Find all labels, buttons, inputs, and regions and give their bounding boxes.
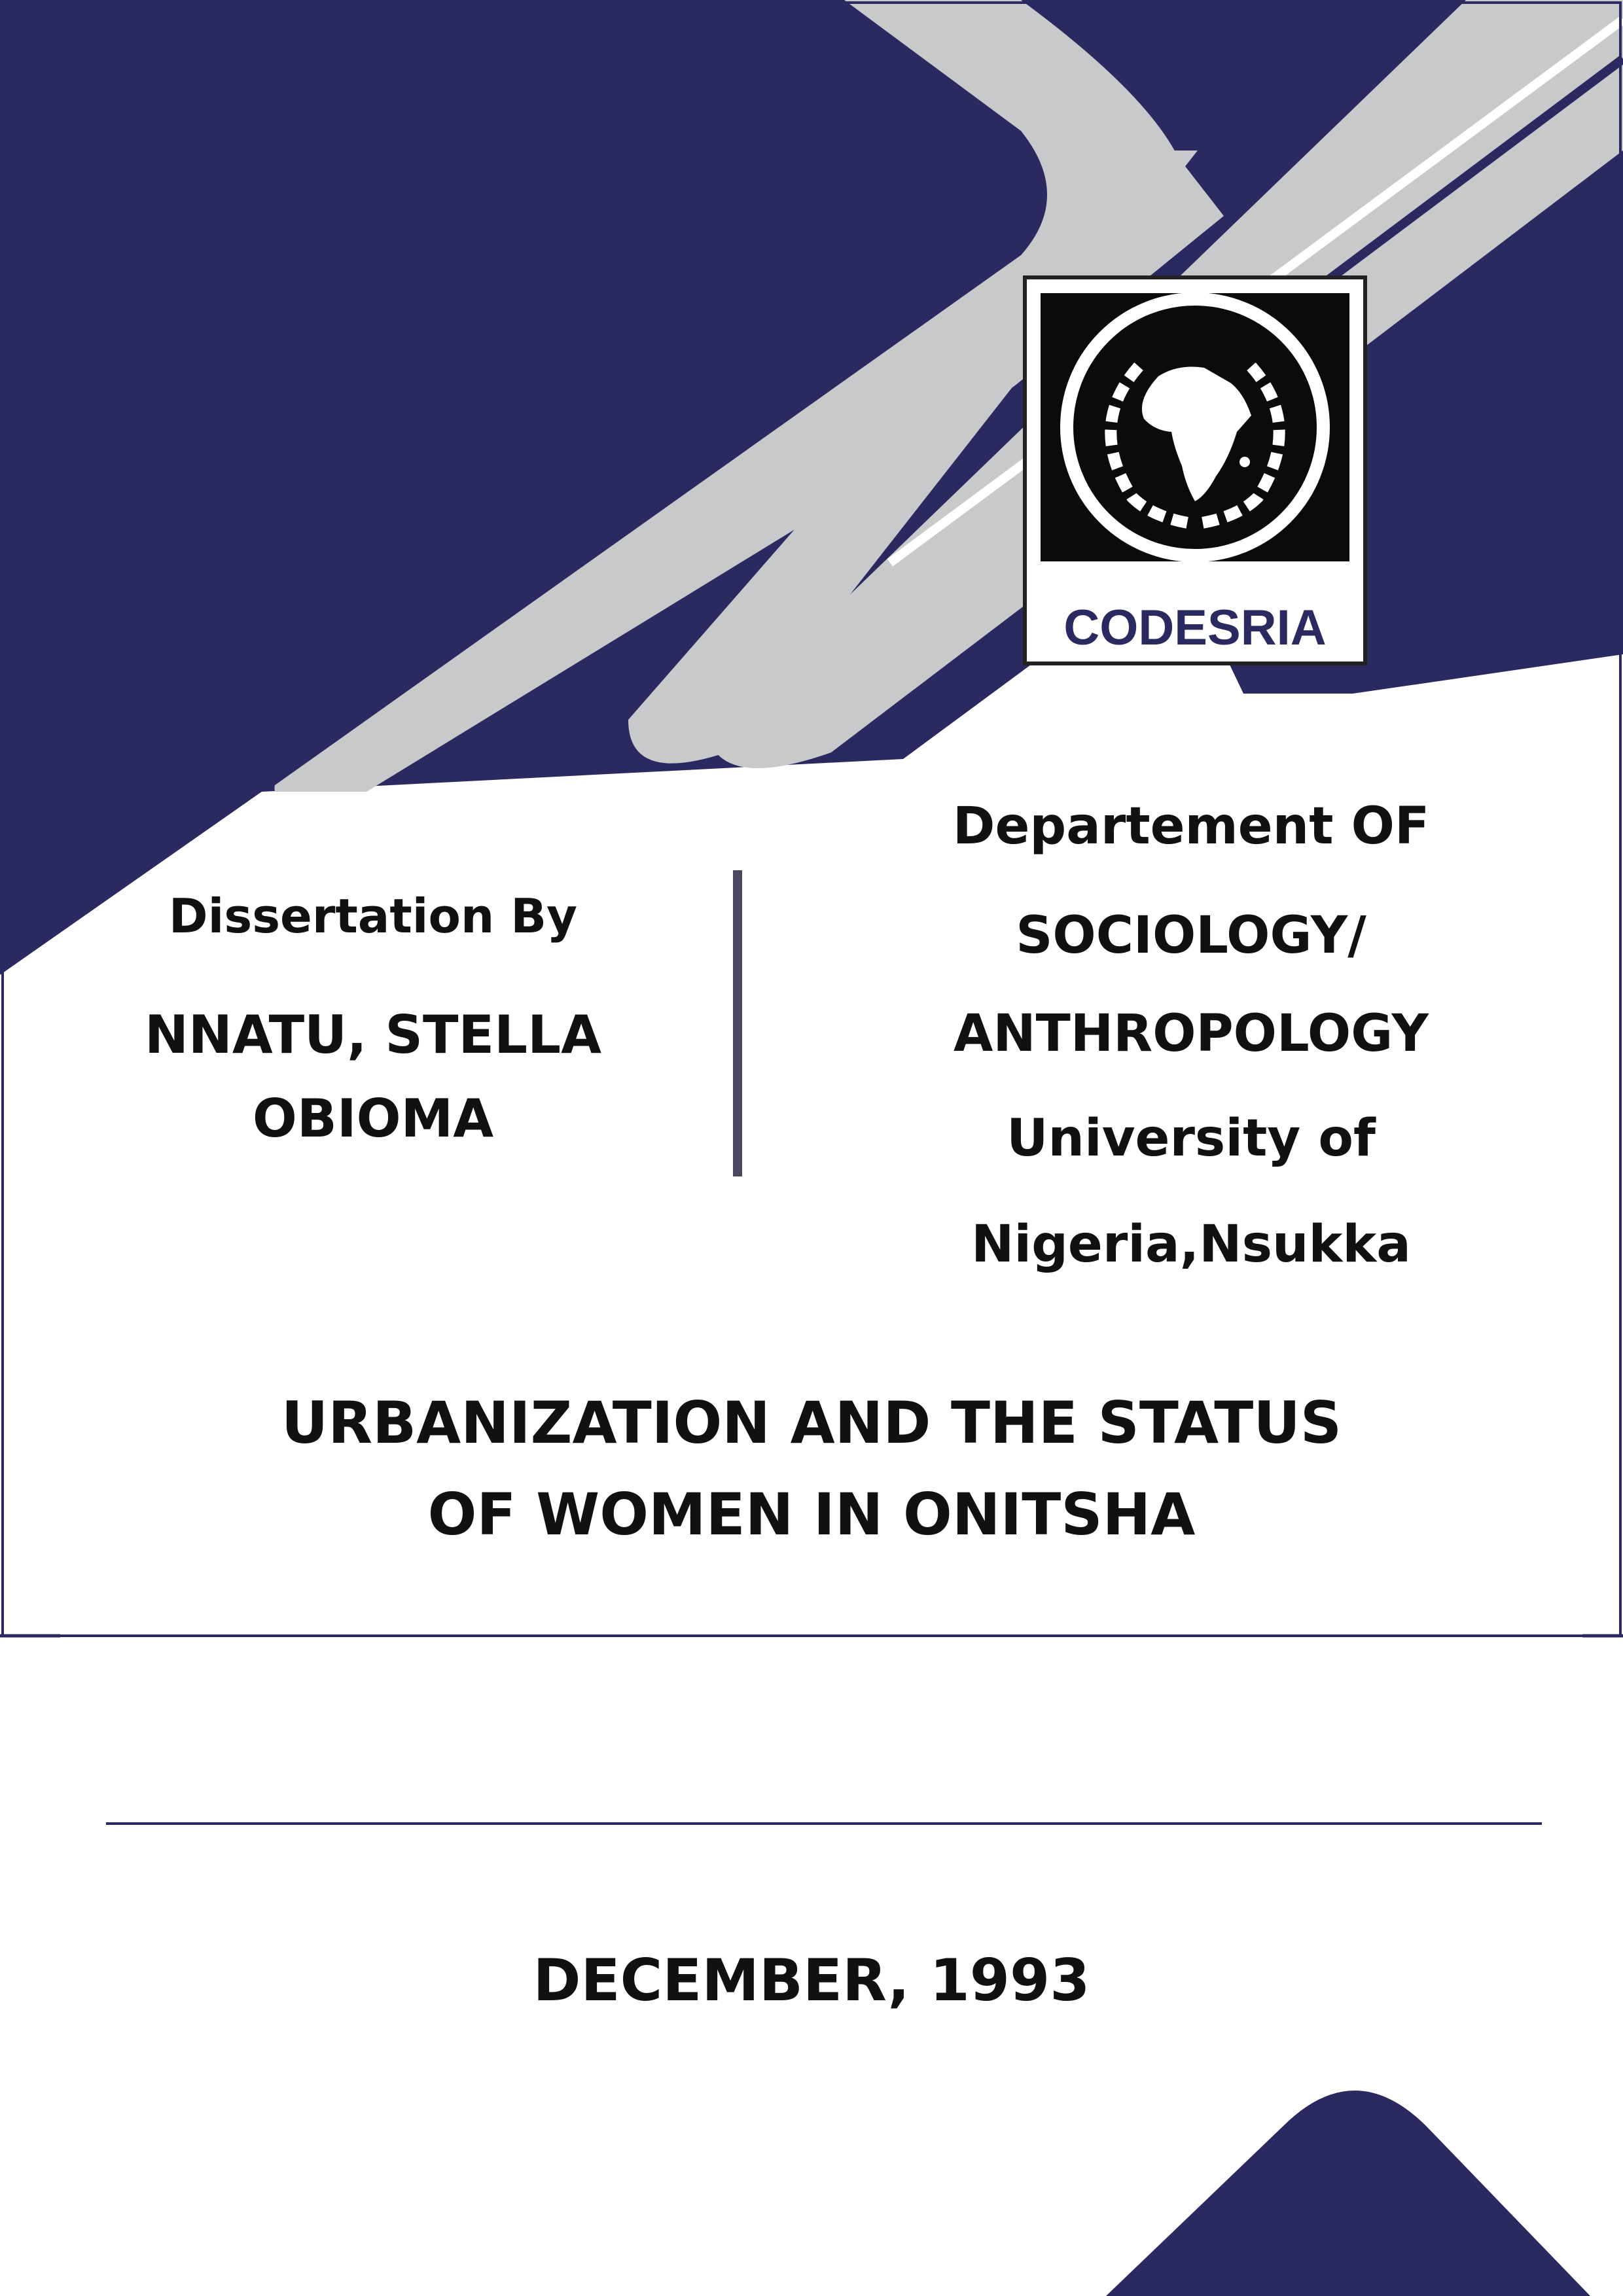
dissertation-title [157, 1377, 1466, 1561]
department-line: University of [1007, 1109, 1376, 1168]
author-name [85, 993, 661, 1161]
title-line-1: URBANIZATION AND THE STATUS [281, 1389, 1342, 1457]
department-line: Nigeria,Nsukka [971, 1215, 1411, 1274]
author-label: Dissertation By [168, 889, 578, 944]
vertical-divider [733, 870, 742, 1176]
submission-date: DECEMBER, 1993 [533, 1947, 1090, 2014]
department-line: SOCIOLOGY/ [1016, 906, 1366, 965]
codesria-logo [1025, 277, 1365, 663]
author-name-line-2: OBIOMA [252, 1088, 494, 1149]
codesria-logo-text: CODESRIA [1063, 600, 1327, 656]
title-line-2: OF WOMEN IN ONITSHA [427, 1481, 1196, 1548]
author-name-line-1: NNATU, STELLA [144, 1004, 602, 1065]
navy-bottom-triangle [1106, 2091, 1590, 2296]
department-line: ANTHROPOLOGY [954, 1004, 1429, 1063]
department-line: Departement OF [952, 797, 1430, 856]
